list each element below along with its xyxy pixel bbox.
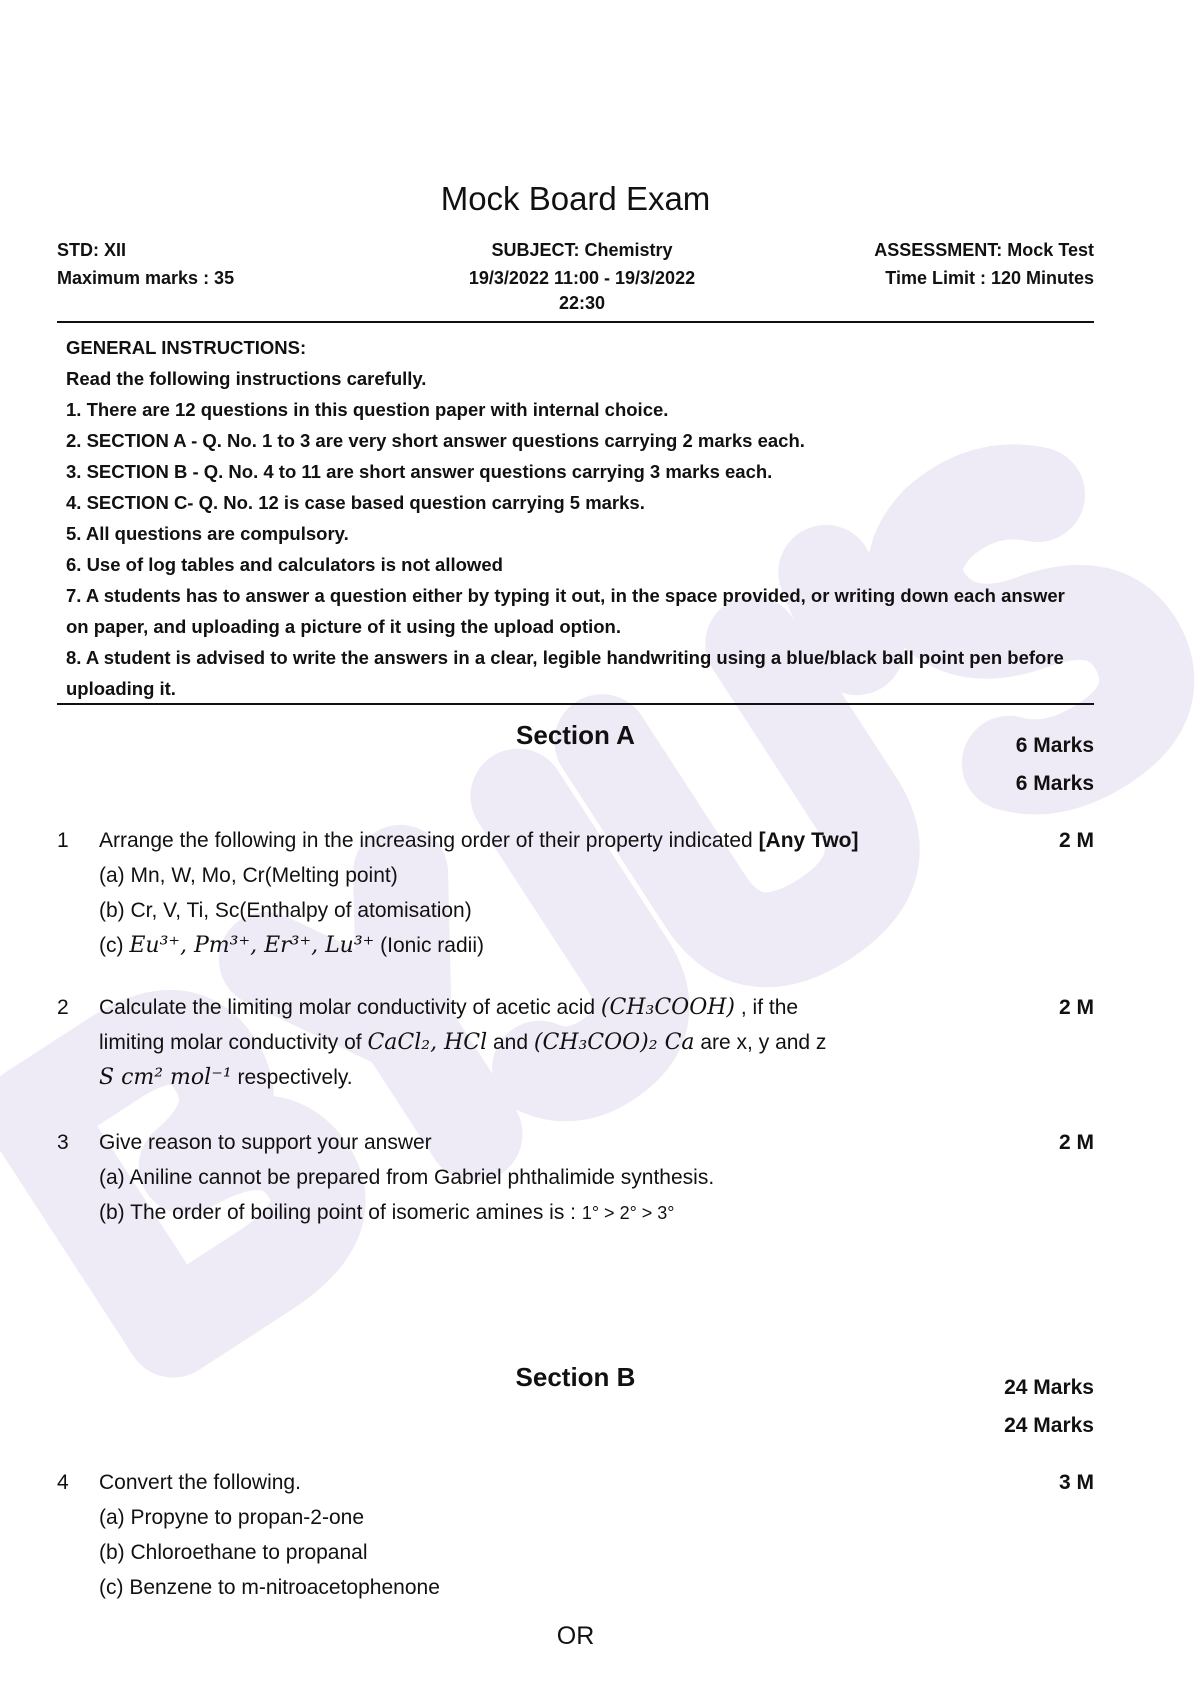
- or-separator: OR: [556, 1622, 595, 1650]
- instruction-line: 1. There are 12 questions in this question paper with internal choice.: [66, 399, 669, 420]
- exam-page: [57, 0, 1094, 1698]
- q2-text-2: , if the: [740, 996, 799, 1019]
- q2-text-6: respectively.: [237, 1066, 353, 1089]
- section-b-marks: [1004, 1369, 1094, 1445]
- section-a-marks: [1016, 727, 1094, 803]
- meta-left: [57, 236, 234, 292]
- question-stem: Convert the following.: [99, 1471, 301, 1494]
- meta-right: [874, 236, 1094, 292]
- question-stem: Arrange the following in the increasing order of their property indicated: [99, 829, 753, 852]
- option-a: (a) Mn, W, Mo, Cr(Melting point): [99, 864, 398, 887]
- exam-title: Mock Board Exam: [440, 180, 711, 217]
- question-body: [99, 823, 989, 963]
- instructions-divider: [57, 703, 1094, 705]
- option-b-text: (b) The order of boiling point of isomeric amines is :: [99, 1201, 576, 1224]
- calcium-acetate-formula: (CH₃COO)₂ Ca: [533, 1030, 695, 1055]
- section-b-title: Section B: [515, 1362, 636, 1392]
- option-c-prefix: (c): [99, 934, 124, 957]
- amine-order: 1° > 2° > 3°: [581, 1203, 675, 1223]
- general-instructions: [66, 332, 1086, 704]
- option-a: (a) Aniline cannot be prepared from Gabriel phthalimide synthesis.: [99, 1166, 715, 1189]
- question-stem: Give reason to support your answer: [99, 1131, 432, 1154]
- question-body: [99, 990, 989, 1095]
- q2-text-4: and: [492, 1031, 529, 1054]
- instruction-line: Read the following instructions carefully.: [66, 368, 427, 389]
- option-a: (a) Propyne to propan-2-one: [99, 1506, 364, 1529]
- option-b: (b) Cr, V, Ti, Sc(Enthalpy of atomisation): [99, 899, 472, 922]
- question-marks: 2 M: [1058, 829, 1094, 852]
- question-body: [99, 1465, 989, 1605]
- question-number: 1: [57, 829, 69, 852]
- instruction-line: 4. SECTION C- Q. No. 12 is case based question carrying 5 marks.: [66, 492, 645, 513]
- question-number: 4: [57, 1471, 69, 1494]
- datetime-line-1: 19/3/2022 11:00 - 19/3/2022: [468, 268, 696, 288]
- instruction-line: 8. A student is advised to write the answers in a clear, legible handwriting using a blue/black ball point pen before uploading it.: [66, 647, 1064, 699]
- any-two-label: [Any Two]: [758, 829, 859, 852]
- conductivity-unit: S cm² mol⁻¹: [99, 1065, 232, 1090]
- meta-center: [412, 236, 752, 317]
- instruction-line: 2. SECTION A - Q. No. 1 to 3 are very short answer questions carrying 2 marks each.: [66, 430, 805, 451]
- instruction-line: 3. SECTION B - Q. No. 4 to 11 are short answer questions carrying 3 marks each.: [66, 461, 773, 482]
- datetime-line-2: 22:30: [558, 293, 606, 313]
- std-label: STD: XII: [57, 240, 127, 260]
- cacl2-hcl-formula: CaCl₂, HCl: [367, 1030, 488, 1055]
- question-marks: 2 M: [1058, 1131, 1094, 1154]
- max-marks-label: Maximum marks : 35: [57, 268, 235, 288]
- section-a-title: Section A: [516, 720, 635, 750]
- option-c: (c) Benzene to m-nitroacetophenone: [99, 1576, 440, 1599]
- section-b-marks-1: 24 Marks: [1004, 1376, 1094, 1399]
- q2-text-3: limiting molar conductivity of: [99, 1031, 362, 1054]
- instructions-heading: GENERAL INSTRUCTIONS:: [66, 337, 307, 358]
- ions-formula: Eu³⁺, Pm³⁺, Er³⁺, Lu³⁺: [129, 933, 375, 958]
- time-limit-label: Time Limit : 120 Minutes: [885, 268, 1094, 288]
- question-number: 2: [57, 996, 69, 1019]
- q2-text-5: are x, y and z: [700, 1031, 827, 1054]
- instruction-line: 6. Use of log tables and calculators is not allowed: [66, 554, 503, 575]
- question-number: 3: [57, 1131, 69, 1154]
- section-b-marks-2: 24 Marks: [1004, 1414, 1094, 1437]
- option-c-suffix: (Ionic radii): [380, 934, 484, 957]
- subject-label: SUBJECT: Chemistry: [491, 240, 673, 260]
- section-a-marks-1: 6 Marks: [1015, 734, 1094, 757]
- instruction-line: 7. A students has to answer a question either by typing it out, in the space provided, or writing down each answer on paper, and uploading a picture of it using the upload option.: [66, 585, 1065, 637]
- acetic-acid-formula: (CH₃COOH): [600, 995, 736, 1020]
- question-body: [99, 1125, 989, 1231]
- header-divider: [57, 321, 1094, 323]
- assessment-label: ASSESSMENT: Mock Test: [874, 240, 1094, 260]
- question-marks: 2 M: [1058, 996, 1094, 1019]
- instruction-line: 5. All questions are compulsory.: [66, 523, 349, 544]
- section-a-marks-2: 6 Marks: [1015, 772, 1094, 795]
- question-marks: 3 M: [1058, 1471, 1094, 1494]
- q2-text-1: Calculate the limiting molar conductivity of acetic acid: [99, 996, 596, 1019]
- option-b: (b) Chloroethane to propanal: [99, 1541, 368, 1564]
